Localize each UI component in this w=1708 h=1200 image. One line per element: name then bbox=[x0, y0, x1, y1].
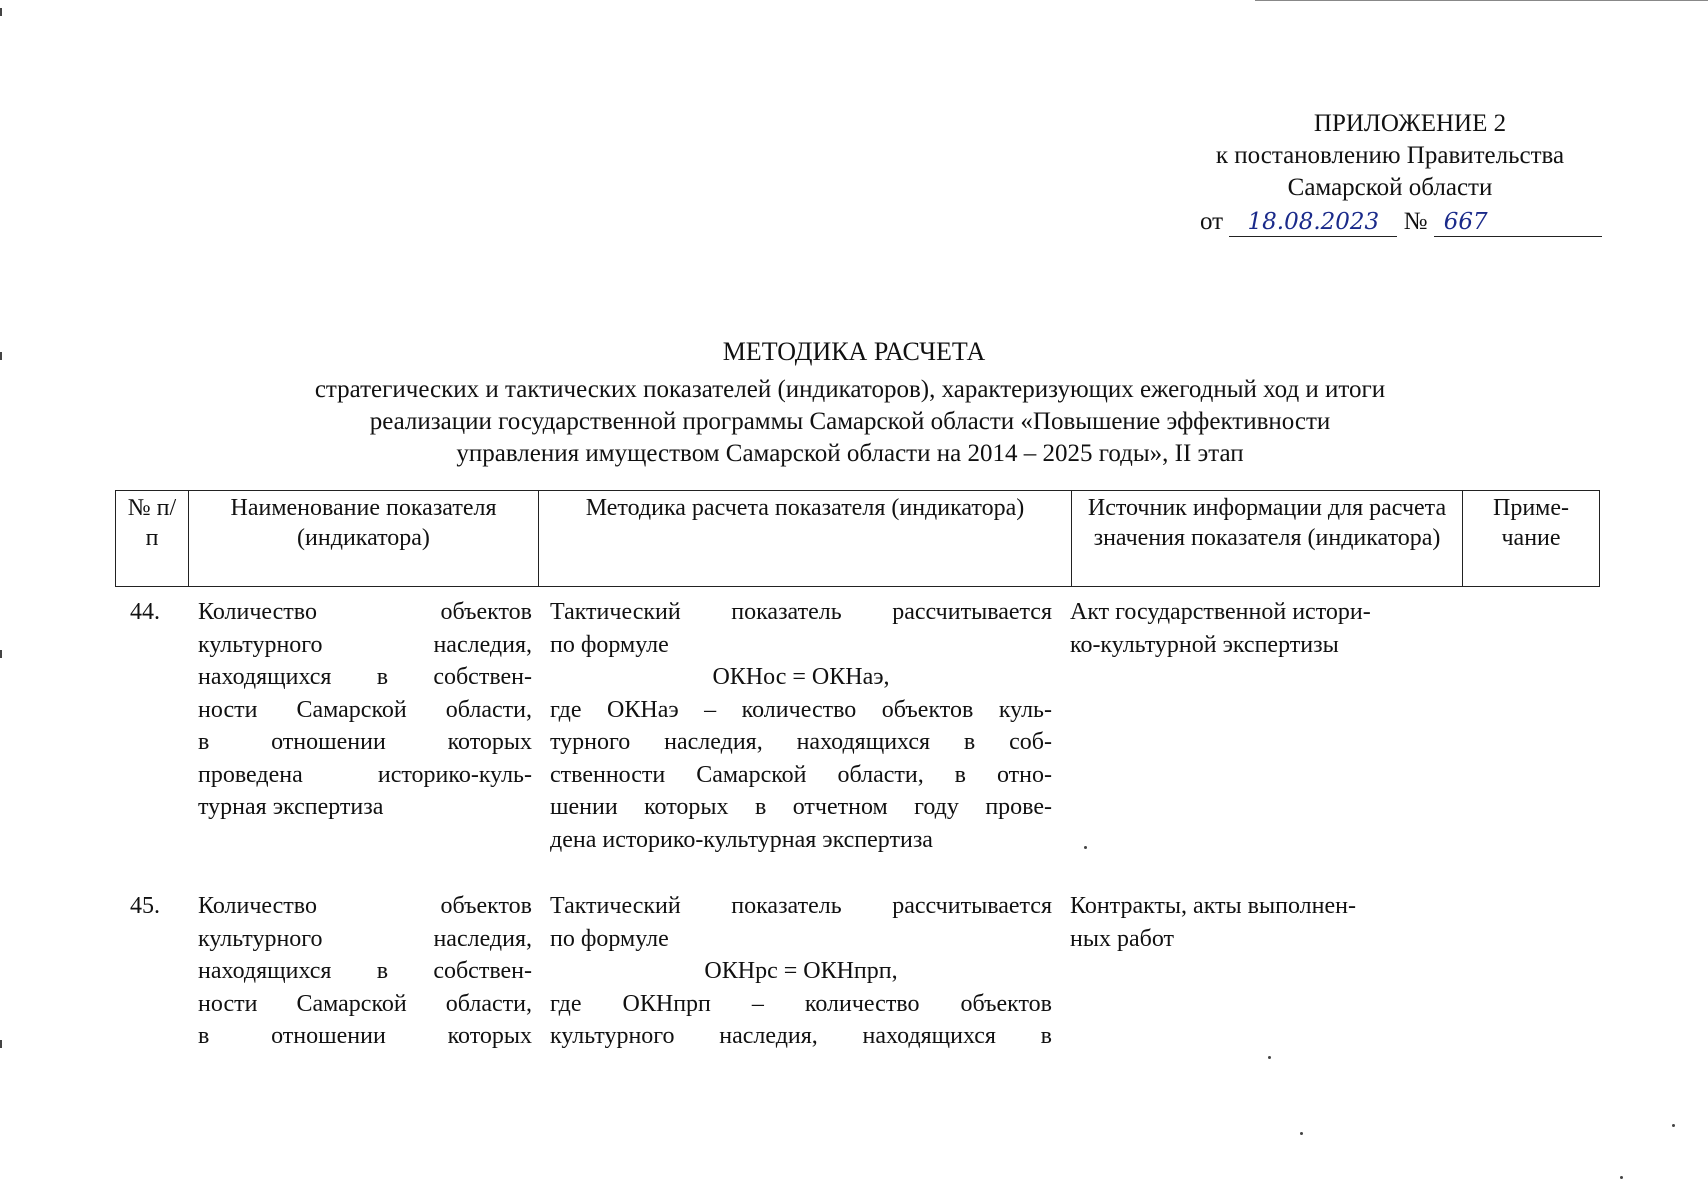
table-header bbox=[115, 490, 1600, 587]
document-title: МЕТОДИКА РАСЧЕТА bbox=[722, 337, 986, 366]
scan-edge-mark bbox=[0, 1040, 2, 1048]
scan-edge-mark bbox=[0, 8, 2, 16]
information-source: Контракты, акты выполнен- ных работ bbox=[1070, 893, 1356, 952]
formula: ОКНрс = ОКНпрп, bbox=[704, 958, 898, 984]
subtitle-line: стратегических и тактических показателей (индикаторов), характеризующих ежегодный ход и итоги bbox=[314, 376, 1386, 403]
calculation-method: Тактический показатель рассчитывается по формуле ОКНрс = ОКНпрп, где ОКНпрп – количество объектов культурного наследия, находящихся в bbox=[550, 893, 1052, 1049]
top-border-line bbox=[1255, 0, 1708, 1]
header-source: Источник информации для расчета значения показателя (индикатора) bbox=[1072, 491, 1463, 587]
scan-speck bbox=[1672, 1124, 1675, 1127]
document-subtitle bbox=[200, 374, 1500, 470]
number-prefix: № bbox=[1403, 208, 1428, 235]
header-number: № п/п bbox=[116, 491, 189, 587]
appendix-block bbox=[1170, 108, 1610, 204]
information-source: Акт государственной истори- ко-культурной экспертизы bbox=[1070, 599, 1371, 658]
indicator-name: Количество объектов культурного наследия, находящихся в собствен- ности Самарской области, в отношении которых проведена историко-куль- турная экспертиза bbox=[198, 599, 532, 820]
header-indicator-name: Наименование показателя (индикатора) bbox=[189, 491, 539, 587]
scan-speck bbox=[1300, 1132, 1303, 1135]
subtitle-line: управления имуществом Самарской области на 2014 – 2025 годы», II этап bbox=[456, 440, 1244, 467]
header-method: Методика расчета показателя (индикатора) bbox=[539, 491, 1072, 587]
scan-speck bbox=[1268, 1056, 1271, 1059]
decree-number-handwritten: 667 bbox=[1434, 208, 1602, 237]
indicator-name: Количество объектов культурного наследия, находящихся в собствен- ности Самарской области, в отношении которых bbox=[198, 893, 532, 1049]
appendix-title: ПРИЛОЖЕНИЕ 2 bbox=[1313, 110, 1507, 137]
appendix-line-2: к постановлению Правительства bbox=[1215, 142, 1565, 169]
row-number: 45. bbox=[130, 893, 160, 919]
scan-speck bbox=[1620, 1176, 1623, 1179]
decree-date-handwritten: 18.08.2023 bbox=[1229, 208, 1397, 237]
appendix-line-3: Самарской области bbox=[1287, 174, 1493, 201]
scan-speck bbox=[1084, 846, 1087, 849]
decree-date-number-row bbox=[1200, 206, 1602, 238]
subtitle-line: реализации государственной программы Самарской области «Повышение эффективности bbox=[369, 408, 1331, 435]
calculation-method: Тактический показатель рассчитывается по формуле ОКНос = ОКНаэ, где ОКНаэ – количество объектов куль- турного наследия, находящихся в соб- ственности Самарской области, в отно- шении которых в отчетном году прове- дена историко-культурная экспертиза bbox=[550, 599, 1052, 853]
header-note: Приме-чание bbox=[1463, 491, 1600, 587]
scan-edge-mark bbox=[0, 650, 2, 658]
row-number: 44. bbox=[130, 599, 160, 625]
formula: ОКНос = ОКНаэ, bbox=[712, 664, 890, 690]
date-prefix: от bbox=[1200, 208, 1224, 235]
